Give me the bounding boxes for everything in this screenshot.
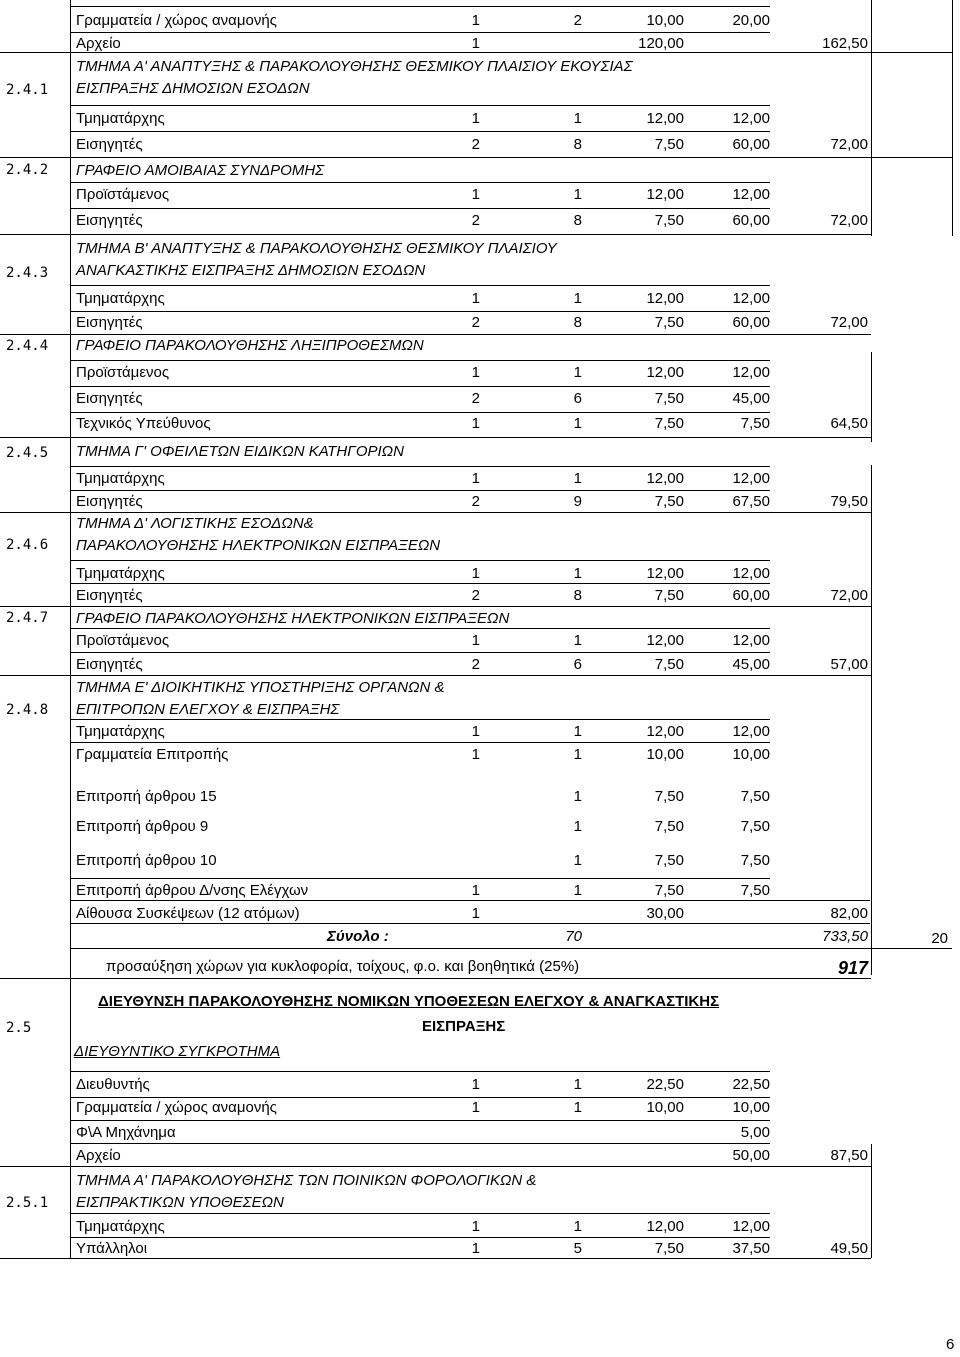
grid-line bbox=[70, 386, 770, 387]
increase-label: προσαύξηση χώρων για κυκλοφορία, τοίχους, φ.ο. και βοηθητικά (25%) bbox=[106, 958, 580, 975]
row-cell-c3: 12,00 bbox=[646, 723, 684, 740]
row-cell-c1: 1 bbox=[471, 882, 480, 899]
row-cell-c1: 1 bbox=[471, 1099, 480, 1116]
grid-line bbox=[70, 490, 770, 491]
section-number: 2.5 bbox=[6, 1020, 32, 1036]
row-cell-c4: 12,00 bbox=[732, 290, 770, 307]
grid-line bbox=[0, 606, 871, 607]
row-cell-c2: 1 bbox=[573, 746, 582, 763]
row-cell-c1: 2 bbox=[471, 587, 480, 604]
row-cell-c1: 1 bbox=[471, 746, 480, 763]
row-cell-c1: 1 bbox=[471, 35, 480, 52]
row-label: Προϊστάμενος bbox=[76, 364, 170, 381]
grid-line bbox=[70, 0, 71, 1258]
row-cell-c2: 9 bbox=[573, 493, 582, 510]
row-cell-c4: 60,00 bbox=[732, 212, 770, 229]
section-heading: ΤΜΗΜΑ Α' ΑΝΑΠΤΥΞΗΣ & ΠΑΡΑΚΟΛΟΥΘΗΣΗΣ ΘΕΣΜΙΚΟΥ ΠΛΑΙΣΙΟΥ ΕΚΟΥΣΙΑΣ bbox=[76, 58, 633, 75]
grid-line bbox=[70, 900, 870, 901]
section-number: 2.4.4 bbox=[6, 338, 49, 354]
row-cell-c4: 50,00 bbox=[732, 1147, 770, 1164]
grid-line bbox=[70, 32, 770, 33]
section-heading: ΓΡΑΦΕΙΟ ΠΑΡΑΚΟΛΟΥΘΗΣΗΣ ΛΗΞΙΠΡΟΘΕΣΜΩΝ bbox=[76, 337, 424, 354]
grid-line bbox=[871, 352, 872, 442]
section-heading-cont: ΠΑΡΑΚΟΛΟΥΘΗΣΗΣ ΗΛΕΚΤΡΟΝΙΚΩΝ ΕΙΣΠΡΑΞΕΩΝ bbox=[76, 537, 441, 554]
row-label: Τμηματάρχης bbox=[76, 290, 165, 307]
grid-line bbox=[70, 878, 770, 879]
row-cell-c4: 10,00 bbox=[732, 1099, 770, 1116]
grid-line bbox=[70, 628, 770, 629]
row-label: Τμηματάρχης bbox=[76, 110, 165, 127]
section-number: 2.4.8 bbox=[6, 702, 49, 718]
row-cell-c4: 12,00 bbox=[732, 723, 770, 740]
row-cell-c2: 1 bbox=[573, 723, 582, 740]
grid-line bbox=[70, 466, 770, 467]
section-heading-cont: ΕΙΣΠΡΑΚΤΙΚΩΝ ΥΠΟΘΕΣΕΩΝ bbox=[76, 1194, 284, 1211]
row-cell-c2: 1 bbox=[573, 1099, 582, 1116]
section-heading: ΓΡΑΦΕΙΟ ΑΜΟΙΒΑΙΑΣ ΣΥΝΔΡΟΜΗΣ bbox=[76, 162, 325, 179]
grid-line bbox=[70, 105, 770, 106]
row-cell-c3: 10,00 bbox=[646, 12, 684, 29]
grid-line bbox=[70, 719, 770, 720]
section-number: 2.4.3 bbox=[6, 265, 49, 281]
section-number: 2.4.1 bbox=[6, 82, 49, 98]
row-label: Τμηματάρχης bbox=[76, 470, 165, 487]
row-cell-c4: 10,00 bbox=[732, 746, 770, 763]
row-cell-c2: 1 bbox=[573, 364, 582, 381]
grid-line bbox=[70, 1237, 770, 1238]
grid-line bbox=[70, 1097, 770, 1098]
row-label: Υπάλληλοι bbox=[76, 1240, 148, 1257]
row-cell-c4: 37,50 bbox=[732, 1240, 770, 1257]
grid-line bbox=[0, 1166, 871, 1167]
row-cell-c1: 1 bbox=[471, 415, 480, 432]
row-cell-c2: 8 bbox=[573, 587, 582, 604]
section-number: 2.4.7 bbox=[6, 610, 49, 626]
row-cell-c3: 12,00 bbox=[646, 364, 684, 381]
row-cell-c4: 12,00 bbox=[732, 565, 770, 582]
row-label: Αρχείο bbox=[76, 35, 121, 52]
grid-line bbox=[70, 652, 770, 653]
row-cell-c2: 8 bbox=[573, 212, 582, 229]
row-cell-c5: 72,00 bbox=[830, 136, 868, 153]
grid-line bbox=[0, 52, 952, 53]
section-heading-cont: ΕΙΣΠΡΑΞΗΣ ΔΗΜΟΣΙΩΝ ΕΣΟΔΩΝ bbox=[76, 80, 310, 97]
row-cell-c3: 22,50 bbox=[646, 1076, 684, 1093]
row-cell-c1: 2 bbox=[471, 136, 480, 153]
row-cell-c4: 12,00 bbox=[732, 364, 770, 381]
grid-line bbox=[0, 1258, 871, 1259]
row-cell-c2: 1 bbox=[573, 1218, 582, 1235]
row-cell-c4: 22,50 bbox=[732, 1076, 770, 1093]
row-cell-c1: 1 bbox=[471, 565, 480, 582]
row-cell-c1: 2 bbox=[471, 212, 480, 229]
row-label: Προϊστάμενος bbox=[76, 186, 170, 203]
increase-value: 917 bbox=[837, 958, 868, 978]
row-cell-c3: 12,00 bbox=[646, 1218, 684, 1235]
total-count: 70 bbox=[565, 928, 582, 945]
row-label: Εισηγητές bbox=[76, 136, 143, 153]
row-cell-c3: 7,50 bbox=[654, 587, 684, 604]
row-label: Εισηγητές bbox=[76, 493, 143, 510]
section-heading: ΓΡΑΦΕΙΟ ΠΑΡΑΚΟΛΟΥΘΗΣΗΣ ΗΛΕΚΤΡΟΝΙΚΩΝ ΕΙΣΠΡΑΞΕΩΝ bbox=[76, 610, 510, 627]
row-cell-c1: 1 bbox=[471, 186, 480, 203]
row-cell-c3: 7,50 bbox=[654, 788, 684, 805]
row-cell-c2: 6 bbox=[573, 390, 582, 407]
section-heading: ΤΜΗΜΑ Β' ΑΝΑΠΤΥΞΗΣ & ΠΑΡΑΚΟΛΟΥΘΗΣΗΣ ΘΕΣΜΙΚΟΥ ΠΛΑΙΣΙΟΥ bbox=[76, 240, 557, 257]
row-cell-c1: 1 bbox=[471, 1240, 480, 1257]
row-cell-c5: 87,50 bbox=[830, 1147, 868, 1164]
section-heading-cont: ΑΝΑΓΚΑΣΤΙΚΗΣ ΕΙΣΠΡΑΞΗΣ ΔΗΜΟΣΙΩΝ ΕΣΟΔΩΝ bbox=[76, 262, 426, 279]
grid-line bbox=[0, 675, 871, 676]
row-cell-c4: 12,00 bbox=[732, 470, 770, 487]
row-cell-c2: 1 bbox=[573, 415, 582, 432]
row-label: Επιτροπή άρθρου 15 bbox=[76, 788, 217, 805]
row-label: Εισηγητές bbox=[76, 656, 143, 673]
grid-line bbox=[70, 1143, 770, 1144]
grid-line bbox=[871, 465, 872, 975]
row-cell-c3: 12,00 bbox=[646, 565, 684, 582]
row-label: Αρχείο bbox=[76, 1147, 121, 1164]
grid-line bbox=[70, 742, 770, 743]
section-heading: ΤΜΗΜΑ Γ' ΟΦΕΙΛΕΤΩΝ ΕΙΔΙΚΩΝ ΚΑΤΗΓΟΡΙΩΝ bbox=[76, 443, 404, 460]
row-label: Γραμματεία Επιτροπής bbox=[76, 746, 229, 763]
row-cell-c2: 1 bbox=[573, 788, 582, 805]
row-cell-c3: 7,50 bbox=[654, 882, 684, 899]
grid-line bbox=[70, 923, 870, 924]
row-label: Επιτροπή άρθρου 9 bbox=[76, 818, 209, 835]
section-heading-cont: ΕΠΙΤΡΟΠΩΝ ΕΛΕΓΧΟΥ & ΕΙΣΠΡΑΞΗΣ bbox=[76, 701, 340, 718]
row-label: Τμηματάρχης bbox=[76, 565, 165, 582]
grid-line bbox=[0, 334, 871, 335]
grid-line bbox=[0, 978, 871, 979]
row-cell-c1: 2 bbox=[471, 314, 480, 331]
row-cell-c3: 7,50 bbox=[654, 852, 684, 869]
directorate-title: ΔΙΕΥΘΥΝΣΗ ΠΑΡΑΚΟΛΟΥΘΗΣΗΣ ΝΟΜΙΚΩΝ ΥΠΟΘΕΣΕΩΝ ΕΛΕΓΧΟΥ & ΑΝΑΓΚΑΣΤΙΚΗΣ bbox=[98, 993, 720, 1010]
row-cell-c5: 162,50 bbox=[822, 35, 868, 52]
row-cell-c1: 2 bbox=[471, 656, 480, 673]
row-cell-c4: 7,50 bbox=[740, 788, 770, 805]
row-label: Γραμματεία / χώρος αναμονής bbox=[76, 12, 277, 29]
row-cell-c4: 7,50 bbox=[740, 882, 770, 899]
grid-line bbox=[70, 583, 770, 584]
grid-line bbox=[70, 131, 770, 132]
row-cell-c2: 1 bbox=[573, 882, 582, 899]
row-cell-c4: 67,50 bbox=[732, 493, 770, 510]
row-cell-c3: 10,00 bbox=[646, 1099, 684, 1116]
row-cell-c2: 1 bbox=[573, 290, 582, 307]
page-number: 6 bbox=[946, 1336, 955, 1353]
row-cell-c4: 20,00 bbox=[732, 12, 770, 29]
row-cell-c3: 7,50 bbox=[654, 656, 684, 673]
row-label: Τεχνικός Υπεύθυνος bbox=[76, 415, 211, 432]
row-cell-c5: 72,00 bbox=[830, 212, 868, 229]
grid-line bbox=[70, 1071, 770, 1072]
row-cell-c1: 2 bbox=[471, 390, 480, 407]
grid-line bbox=[871, 0, 872, 236]
row-cell-c2: 1 bbox=[573, 470, 582, 487]
row-cell-c4: 7,50 bbox=[740, 818, 770, 835]
row-cell-c5: 72,00 bbox=[830, 314, 868, 331]
row-label: Γραμματεία / χώρος αναμονής bbox=[76, 1099, 277, 1116]
row-label: Φ\Α Μηχάνημα bbox=[76, 1124, 176, 1141]
row-label: Προϊστάμενος bbox=[76, 632, 170, 649]
row-cell-c3: 7,50 bbox=[654, 493, 684, 510]
row-label: Επιτροπή άρθρου 10 bbox=[76, 852, 217, 869]
section-heading: ΤΜΗΜΑ Ε' ΔΙΟΙΚΗΤΙΚΗΣ ΥΠΟΣΤΗΡΙΞΗΣ ΟΡΓΑΝΩΝ & bbox=[76, 679, 445, 696]
row-label: Εισηγητές bbox=[76, 212, 143, 229]
row-cell-c4: 7,50 bbox=[740, 852, 770, 869]
row-cell-c1: 1 bbox=[471, 723, 480, 740]
row-cell-c2: 1 bbox=[573, 632, 582, 649]
row-cell-c2: 8 bbox=[573, 314, 582, 331]
row-label: Εισηγητές bbox=[76, 314, 143, 331]
row-cell-c1: 2 bbox=[471, 493, 480, 510]
grid-line bbox=[70, 182, 770, 183]
grid-line bbox=[0, 512, 871, 513]
row-cell-c4: 60,00 bbox=[732, 587, 770, 604]
total-area: 733,50 bbox=[822, 928, 868, 945]
row-cell-c3: 12,00 bbox=[646, 186, 684, 203]
row-label: Επιτροπή άρθρου Δ/νσης Ελέγχων bbox=[76, 882, 309, 899]
row-cell-c3: 7,50 bbox=[654, 136, 684, 153]
row-label: Εισηγητές bbox=[76, 587, 143, 604]
row-label: Διευθυντής bbox=[76, 1076, 150, 1093]
grid-line bbox=[952, 0, 953, 236]
row-cell-c3: 120,00 bbox=[638, 35, 684, 52]
grid-line bbox=[70, 948, 952, 949]
grid-line bbox=[0, 234, 871, 235]
section-number: 2.4.2 bbox=[6, 162, 49, 178]
row-cell-c4: 60,00 bbox=[732, 136, 770, 153]
section-number: 2.4.5 bbox=[6, 445, 49, 461]
row-cell-c5: 57,00 bbox=[830, 656, 868, 673]
row-cell-c2: 1 bbox=[573, 110, 582, 127]
grid-line bbox=[0, 437, 871, 438]
row-cell-c3: 7,50 bbox=[654, 415, 684, 432]
grid-line bbox=[70, 208, 770, 209]
grid-line bbox=[70, 1213, 770, 1214]
grid-line bbox=[0, 157, 952, 158]
row-cell-c4: 45,00 bbox=[732, 390, 770, 407]
row-cell-c2: 1 bbox=[573, 852, 582, 869]
row-cell-c1: 1 bbox=[471, 364, 480, 381]
grid-line bbox=[70, 285, 770, 286]
grid-line bbox=[70, 360, 770, 361]
grid-line bbox=[70, 560, 770, 561]
row-cell-c3: 12,00 bbox=[646, 290, 684, 307]
grid-line bbox=[70, 1120, 770, 1121]
row-cell-c2: 8 bbox=[573, 136, 582, 153]
row-label: Τμηματάρχης bbox=[76, 1218, 165, 1235]
row-cell-c1: 1 bbox=[471, 12, 480, 29]
row-cell-c5: 72,00 bbox=[830, 587, 868, 604]
row-cell-c2: 6 bbox=[573, 656, 582, 673]
row-cell-c4: 12,00 bbox=[732, 186, 770, 203]
row-cell-c1: 1 bbox=[471, 290, 480, 307]
row-cell-c2: 1 bbox=[573, 818, 582, 835]
row-cell-c3: 7,50 bbox=[654, 212, 684, 229]
row-cell-c3: 12,00 bbox=[646, 470, 684, 487]
row-label: Αίθουσα Συσκέψεων (12 ατόμων) bbox=[76, 905, 300, 922]
row-cell-c3: 7,50 bbox=[654, 390, 684, 407]
directorate-subtitle: ΔΙΕΥΘΥΝΤΙΚΟ ΣΥΓΚΡΟΤΗΜΑ bbox=[74, 1043, 281, 1060]
row-cell-c4: 12,00 bbox=[732, 1218, 770, 1235]
section-number: 2.4.6 bbox=[6, 537, 49, 553]
section-number: 2.5.1 bbox=[6, 1195, 49, 1211]
row-cell-c1: 1 bbox=[471, 110, 480, 127]
row-cell-c4: 60,00 bbox=[732, 314, 770, 331]
row-cell-c5: 82,00 bbox=[830, 905, 868, 922]
row-cell-c3: 12,00 bbox=[646, 110, 684, 127]
row-cell-c4: 5,00 bbox=[740, 1124, 770, 1141]
row-cell-c1: 1 bbox=[471, 470, 480, 487]
row-cell-c2: 1 bbox=[573, 1076, 582, 1093]
row-cell-c4: 7,50 bbox=[740, 415, 770, 432]
grid-line bbox=[70, 412, 770, 413]
total-label: Σύνολο : bbox=[327, 928, 389, 945]
row-cell-c3: 10,00 bbox=[646, 746, 684, 763]
row-cell-c3: 12,00 bbox=[646, 632, 684, 649]
directorate-title-cont: ΕΙΣΠΡΑΞΗΣ bbox=[422, 1018, 506, 1035]
row-cell-c2: 1 bbox=[573, 186, 582, 203]
section-heading: ΤΜΗΜΑ Α' ΠΑΡΑΚΟΛΟΥΘΗΣΗΣ ΤΩΝ ΠΟΙΝΙΚΩΝ ΦΟΡΟΛΟΓΙΚΩΝ & bbox=[76, 1172, 537, 1189]
grid-line bbox=[871, 1144, 872, 1258]
row-cell-c5: 49,50 bbox=[830, 1240, 868, 1257]
row-cell-c3: 7,50 bbox=[654, 314, 684, 331]
row-cell-c5: 64,50 bbox=[830, 415, 868, 432]
row-cell-c5: 79,50 bbox=[830, 493, 868, 510]
section-heading: ΤΜΗΜΑ Δ' ΛΟΓΙΣΤΙΚΗΣ ΕΣΟΔΩΝ& bbox=[76, 515, 314, 532]
grid-line bbox=[70, 6, 770, 7]
row-cell-c4: 45,00 bbox=[732, 656, 770, 673]
row-cell-c2: 1 bbox=[573, 565, 582, 582]
row-cell-c2: 5 bbox=[573, 1240, 582, 1257]
row-cell-c3: 30,00 bbox=[646, 905, 684, 922]
row-cell-c4: 12,00 bbox=[732, 632, 770, 649]
total-extra: 20 bbox=[931, 930, 948, 947]
row-cell-c4: 12,00 bbox=[732, 110, 770, 127]
row-cell-c3: 7,50 bbox=[654, 1240, 684, 1257]
grid-line bbox=[70, 311, 770, 312]
row-label: Τμηματάρχης bbox=[76, 723, 165, 740]
row-cell-c3: 7,50 bbox=[654, 818, 684, 835]
row-cell-c2: 2 bbox=[573, 12, 582, 29]
row-cell-c1: 1 bbox=[471, 905, 480, 922]
row-cell-c1: 1 bbox=[471, 632, 480, 649]
row-label: Εισηγητές bbox=[76, 390, 143, 407]
row-cell-c1: 1 bbox=[471, 1076, 480, 1093]
row-cell-c1: 1 bbox=[471, 1218, 480, 1235]
